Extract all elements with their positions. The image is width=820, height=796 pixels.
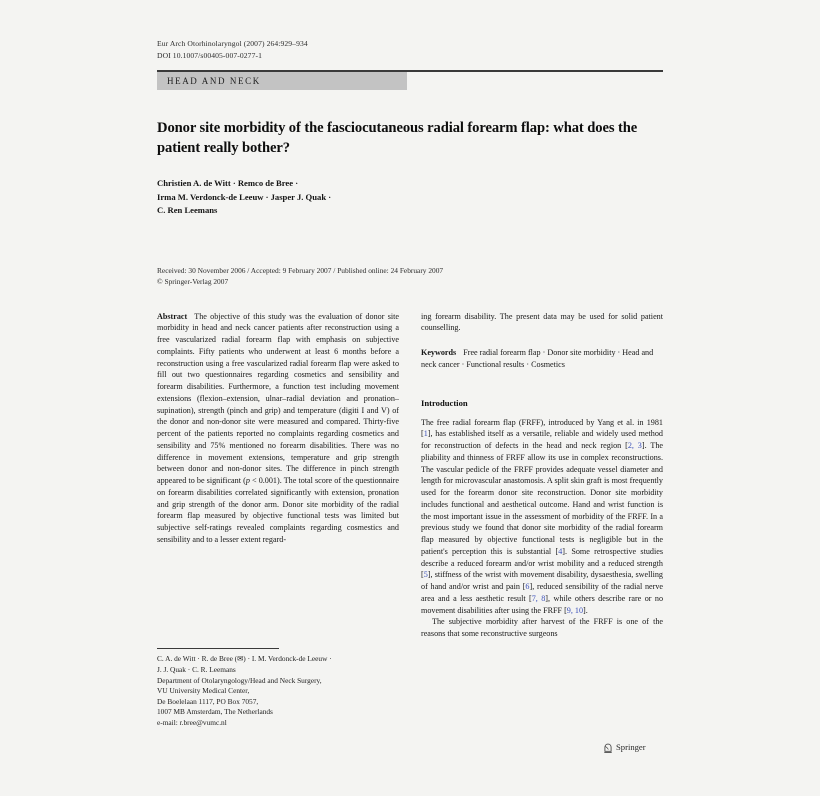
intro-text-d: ]. Some retrospective studies describe a reduced forearm and/or wrist mobility and a reduced strength [	[421, 546, 663, 580]
correspondence-text	[157, 654, 399, 728]
correspondence-line: 1007 MB Amsterdam, The Netherlands	[157, 707, 273, 717]
reference-link-9-10[interactable]: 9, 10	[566, 605, 584, 615]
copyright-line: © Springer-Verlag 2007	[157, 276, 229, 286]
intro-text-b: ], has established itself as a versatile, reliable and widely used method for reconstruction of defects in the head and neck region [	[421, 429, 663, 450]
column-right	[421, 311, 663, 640]
article-title: Donor site morbidity of the fasciocutaneous radial forearm flap: what does the patient really bother?	[157, 120, 638, 156]
author-line: Christien A. de Witt · Remco de Bree ·	[157, 178, 299, 188]
footnote-rule	[157, 648, 279, 649]
introduction-paragraph-2: The subjective morbidity after harvest of the FRFF is one of the reasons that some reconstructive surgeons	[421, 617, 663, 638]
publisher-name: Springer	[616, 741, 646, 752]
intro-text-f: ], reduced sensibility of the radial nerve area and a less aesthetic result [	[421, 582, 663, 603]
abstract-block	[157, 311, 399, 546]
abstract-label: Abstract	[157, 311, 188, 321]
intro-text-a: The free radial forearm flap (FRFF), introduced by Yang et al. in 1981 [	[421, 417, 663, 439]
publisher-logo	[603, 741, 646, 752]
abstract-text-part2: < 0.001). The total score of the questionnaire on forearm disabilities correlated significantly with extension, pronation and grip strength of the donor arm. Donor site morbidity of the radial forearm flap measured by objective functional tests was limited but subjective self-ratings revealed complaints regarding cosmestics and sensibility and to a lesser extent regard-	[157, 476, 399, 544]
journal-doi: DOI 10.1007/s00405-007-0277-1	[157, 50, 262, 60]
reference-link-4[interactable]: 4	[558, 546, 563, 556]
reference-link-5[interactable]: 5	[423, 570, 428, 580]
author-line: Irma M. Verdonck-de Leeuw · Jasper J. Quak ·	[157, 191, 332, 202]
correspondence-line: De Boelelaan 1117, PO Box 7057,	[157, 696, 259, 706]
keywords-block	[421, 347, 663, 371]
reference-link-7-8[interactable]: 7, 8	[531, 593, 546, 603]
abstract-continuation-paragraph: ing forearm disability. The present data may be used for solid patient counselling.	[421, 311, 663, 333]
correspondence-line: Department of Otolaryngology/Head and Neck Surgery,	[157, 675, 322, 685]
p-value-symbol: p	[245, 476, 250, 485]
author-line: C. Ren Leemans	[157, 205, 218, 215]
correspondence-email[interactable]: e-mail: r.bree@vumc.nl	[157, 717, 227, 727]
correspondence-footnote	[157, 648, 399, 729]
correspondence-line: VU University Medical Center,	[157, 686, 250, 696]
publication-dates	[157, 265, 663, 287]
keywords-label: Keywords	[421, 348, 457, 357]
author-list	[157, 177, 663, 218]
intro-text-g: ], while others describe rare or no movement disabilities after using the FRFF [	[421, 593, 664, 615]
abstract-paragraph	[157, 311, 399, 546]
reference-link-2-3[interactable]: 2, 3	[627, 441, 642, 450]
abstract-continuation	[421, 311, 663, 335]
intro-text-h: ].	[583, 605, 588, 615]
section-banner-area	[157, 70, 663, 90]
received-accepted-line: Received: 30 November 2006 / Accepted: 9 February 2007 / Published online: 24 February 2007	[157, 265, 444, 275]
journal-citation: Eur Arch Otorhinolaryngol (2007) 264:929–934	[157, 39, 308, 48]
correspondence-line: J. J. Quak · C. R. Leemans	[157, 664, 236, 674]
abstract-text-part1: The objective of this study was the evaluation of donor site morbidity in head and neck cancer patients after reconstruction using a free vascularized radial forearm flap with emphasis on subjective complaints. Fifty patients who underwent at least 6 months before a reconstruction using a free vascularized radial forearm flap were asked to fill out two questionnaires regarding cosmetics and sensibility and forearm disabilities. Furthermore, a function test including movement extensions (flexion–extension, ulnar–radial deviation and pronation–supination), strength (pinch and grip) and temperature (digiti I and V) of the donor and non-donor site were measured and compared. Thirty-five percent of the patients reported no complaints regarding cosmetics and sensibility and 75% mentioned no forearm disabilities. There was no difference in movement extensions, temperature and grip strength between donor and non-donor sites. The difference in pinch strength appeared to be significant (	[157, 311, 399, 485]
introduction-body	[421, 417, 663, 640]
section-banner	[157, 72, 407, 90]
section-banner-label: HEAD AND NECK	[167, 76, 261, 86]
springer-mark-icon	[603, 741, 613, 752]
intro-text-e: ], stiffness of the wrist with movement disability, dysaesthesia, swelling of hand and/or wrist and pain [	[421, 570, 663, 591]
introduction-heading: Introduction	[421, 397, 468, 408]
keywords-text: Free radial forearm flap · Donor site morbidity · Head and neck cancer · Functional results · Cosmetics	[421, 348, 654, 369]
correspondence-line: C. A. de Witt · R. de Bree (✉) · I. M. Verdonck-de Leeuw ·	[157, 654, 332, 664]
column-left	[157, 311, 399, 546]
introduction-paragraph-1	[421, 417, 663, 617]
intro-text-c: ]. The pliability and thinness of FRFF allow its use in complex reconstructions. The vascular pedicle of the FRFF provides adequate vessel diameter and length for microvascular anastomosis. A split skin graft is most frequently used for the forearm donor site reconstruction. Donor site morbidity includes functional and aesthetical outcome. Hand and wrist function is the most important issue in the assessment of morbidity of the FRFF. In a previous study we found that donor site morbidity of the radial forearm flap measured by objective functional tests is negligible but in the patient's perception this is substantial [	[421, 441, 663, 556]
page-content	[157, 38, 664, 638]
reference-link-6[interactable]: 6	[525, 582, 530, 591]
reference-link-1[interactable]: 1	[423, 429, 428, 439]
journal-reference-header	[157, 38, 663, 61]
